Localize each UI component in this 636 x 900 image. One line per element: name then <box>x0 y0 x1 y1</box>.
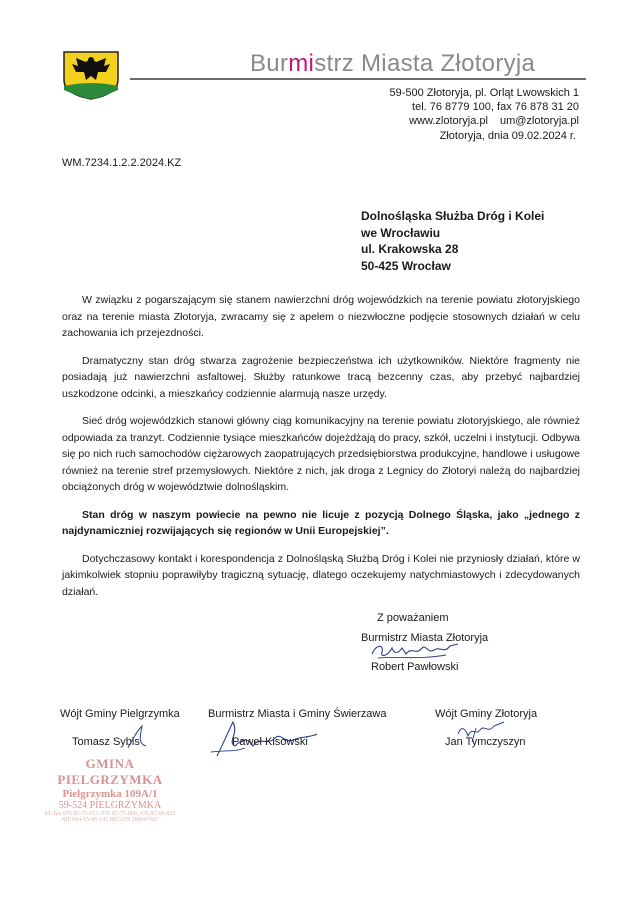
date-line: Złotoryja, dnia 09.02.2024 r. <box>439 130 576 142</box>
letter-body <box>62 292 580 611</box>
mayor-title: Burmistrz Miasta Złotoryja <box>361 632 489 644</box>
stamp-line: GMINA PIELGRZYMKA <box>57 756 163 787</box>
signatory-name: Paweł Kisowski <box>232 736 308 748</box>
mayor-name: Robert Pawłowski <box>371 661 459 673</box>
stamp-line: tel./fax 076 87-75-013, 076 87-75-009, 076 87-69-823 <box>44 811 176 817</box>
contact-email: um@zlotoryja.pl <box>499 115 579 127</box>
recipient-line: we Wrocławiu <box>361 225 441 240</box>
recipient-line: ul. Krakowska 28 <box>361 242 459 256</box>
signatory-title: Wójt Gminy Pielgrzymka <box>60 708 180 720</box>
closing-greeting: Z poważaniem <box>377 612 449 624</box>
contact-website: www.zlotoryja.pl <box>409 115 488 127</box>
body-paragraph: Sieć dróg wojewódzkich stanowi główny ciąg komunikacyjny na terenie powiatu złotoryjskiego, ale również odpowiada za tranzyt. Codziennie tysiące mieszkańców dojeżdżają do pracy, szkół, uczelni i instytucji. Odbywa się po nich ruch samochodów ciężarowych zaopatrujących przedsiębiorstwa produkcyjne, handlowe i usługowe również na terenie stref przemysłowych. Niektóre z nich, jak droga z Legnicy do Złotoryi należą do najbardziej obciążonych dróg w województwie dolnośląskim. <box>62 415 580 493</box>
signature-mark <box>120 722 160 752</box>
recipient-line: Dolnośląska Służba Dróg i Kolei <box>361 209 545 223</box>
signatory-title: Wójt Gminy Złotoryja <box>435 708 538 720</box>
recipient-line: 50-425 Wrocław <box>361 258 451 273</box>
signatory-name: Jan Tymczyszyn <box>445 736 526 748</box>
recipient-address <box>361 208 544 274</box>
city-crest-logo <box>60 50 122 100</box>
mayor-signature <box>368 640 468 662</box>
signatory-title: Burmistrz Miasta i Gminy Świerzawa <box>208 708 387 720</box>
letterhead-divider <box>130 78 586 80</box>
letterhead-title <box>250 50 535 78</box>
reference-number: WM.7234.1.2.2.2024.KZ <box>62 157 182 169</box>
body-paragraph-bold: Stan dróg w naszym powiecie na pewno nie licuje z pozycją Dolnego Śląska, jako „jednego z najdynamiczniej rozwijających się regionów w Unii Europejskiej”. <box>62 508 580 537</box>
stamp-line: Pielgrzymka 109A/1 <box>62 788 158 800</box>
contact-phone: tel. 76 8779 100, fax 76 878 31 20 <box>412 101 579 113</box>
title-accent-letters: mi <box>288 50 315 77</box>
contact-address: 59-500 Złotoryja, pl. Orląt Lwowskich 1 <box>389 87 579 99</box>
letterhead-title-text: Burmistrz Miasta Złotoryja <box>250 50 536 77</box>
municipal-stamp <box>40 756 180 823</box>
stamp-line: 59-524 PIELGRZYMKA <box>58 800 162 811</box>
body-paragraph: W związku z pogarszającym się stanem nawierzchni dróg wojewódzkich na terenie powiatu złotoryjskiego oraz na terenie miasta Złotoryja, zwracamy się z apelem o niezwłoczne podjęcie stosownych działań w celu zachowania ich przejezdności. <box>62 294 580 339</box>
signatory-name: Tomasz Sybis <box>72 736 140 748</box>
body-paragraph: Dramatyczny stan dróg stwarza zagrożenie bezpieczeństwa ich użytkowników. Niektóre fragmenty nie posiadają już nawierzchni asfaltowej. Służby ratunkowe tracą bezcenny czas, aby przebyć najbardziej uszkodzone odcinki, a mieszkańcy codziennie alarmują nasze urzędy. <box>62 354 580 400</box>
contact-block <box>389 86 579 128</box>
body-paragraph: Dotychczasowy kontakt i korespondencja z Dolnośląską Służbą Dróg i Kolei nie przyniosły działań, które w jakimkolwiek stopniu poprawiłyby tragiczną sytuację, dlatego oczekujemy natychmiastowych i zdecydowanych działań. <box>62 552 580 598</box>
stamp-line: NIP 694-15-86-145 REGON 390647667 <box>61 817 159 823</box>
